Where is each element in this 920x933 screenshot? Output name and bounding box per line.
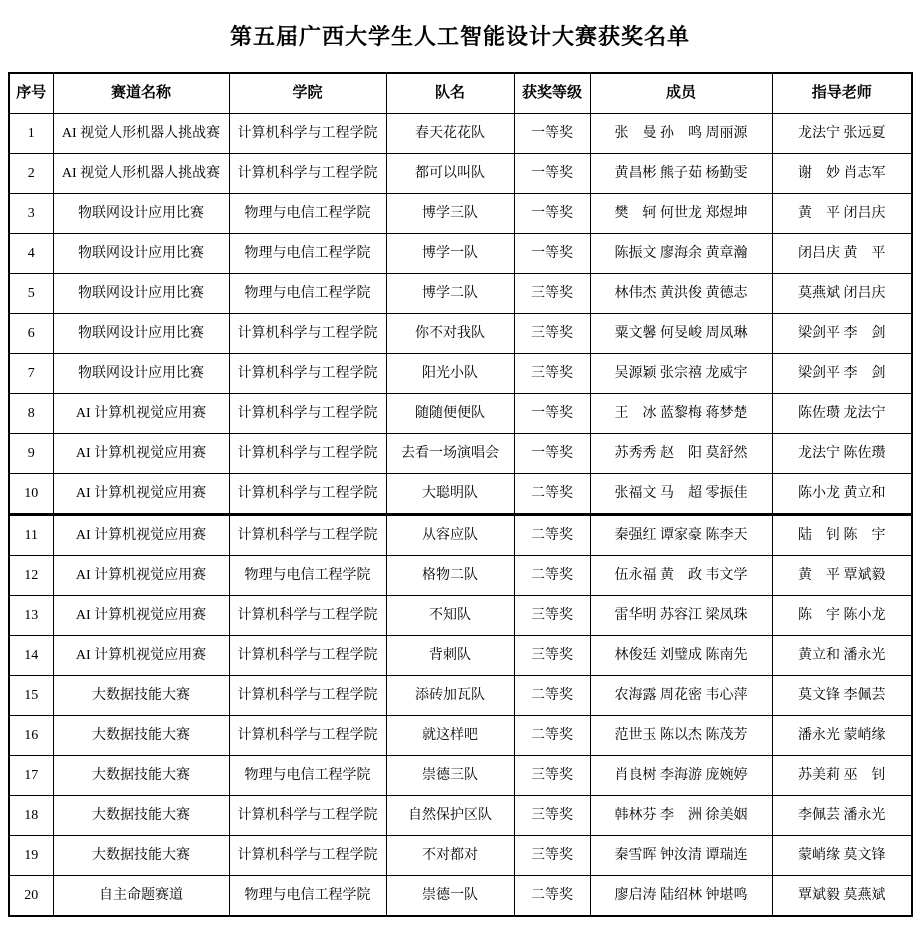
cell-advisors: 陈佐瓒 龙法宁 <box>772 394 912 434</box>
cell-advisors: 闭吕庆 黄 平 <box>772 234 912 274</box>
header-no: 序号 <box>9 73 53 114</box>
cell-advisors: 覃斌毅 莫燕斌 <box>772 876 912 917</box>
header-advisors: 指导老师 <box>772 73 912 114</box>
cell-advisors: 蒙峭缘 莫文锋 <box>772 836 912 876</box>
header-team: 队名 <box>386 73 514 114</box>
cell-award: 三等奖 <box>514 314 590 354</box>
table-row <box>9 596 912 636</box>
cell-members: 秦强红 谭家豪 陈李天 <box>590 515 772 556</box>
cell-advisors: 黄 平 覃斌毅 <box>772 556 912 596</box>
cell-members: 黄昌彬 熊子茹 杨勤雯 <box>590 154 772 194</box>
cell-award: 二等奖 <box>514 716 590 756</box>
table-row <box>9 876 912 917</box>
cell-members: 雷华明 苏容江 梁凤珠 <box>590 596 772 636</box>
cell-no: 4 <box>9 234 53 274</box>
cell-college: 计算机科学与工程学院 <box>229 676 386 716</box>
cell-track: AI 计算机视觉应用赛 <box>53 434 229 474</box>
cell-advisors: 莫燕斌 闭吕庆 <box>772 274 912 314</box>
cell-team: 博学二队 <box>386 274 514 314</box>
cell-award: 三等奖 <box>514 354 590 394</box>
cell-college: 计算机科学与工程学院 <box>229 796 386 836</box>
cell-no: 3 <box>9 194 53 234</box>
cell-track: AI 计算机视觉应用赛 <box>53 556 229 596</box>
cell-award: 二等奖 <box>514 474 590 515</box>
header-college: 学院 <box>229 73 386 114</box>
cell-track: AI 视觉人形机器人挑战赛 <box>53 114 229 154</box>
cell-advisors: 陆 钊 陈 宇 <box>772 515 912 556</box>
table-row <box>9 394 912 434</box>
cell-members: 林伟杰 黄洪俊 黄德志 <box>590 274 772 314</box>
table-row <box>9 194 912 234</box>
cell-team: 背刺队 <box>386 636 514 676</box>
table-row <box>9 114 912 154</box>
cell-advisors: 陈小龙 黄立和 <box>772 474 912 515</box>
cell-track: AI 计算机视觉应用赛 <box>53 474 229 515</box>
cell-track: 大数据技能大赛 <box>53 716 229 756</box>
cell-no: 10 <box>9 474 53 515</box>
cell-team: 春天花花队 <box>386 114 514 154</box>
cell-track: 物联网设计应用比赛 <box>53 234 229 274</box>
cell-team: 格物二队 <box>386 556 514 596</box>
cell-no: 11 <box>9 515 53 556</box>
cell-members: 王 冰 蓝黎梅 蒋梦楚 <box>590 394 772 434</box>
cell-no: 2 <box>9 154 53 194</box>
cell-no: 14 <box>9 636 53 676</box>
cell-advisors: 谢 妙 肖志军 <box>772 154 912 194</box>
cell-award: 二等奖 <box>514 876 590 917</box>
table-row <box>9 474 912 515</box>
table-row <box>9 796 912 836</box>
cell-team: 大聪明队 <box>386 474 514 515</box>
cell-college: 物理与电信工程学院 <box>229 274 386 314</box>
cell-advisors: 黄立和 潘永光 <box>772 636 912 676</box>
cell-college: 计算机科学与工程学院 <box>229 394 386 434</box>
cell-team: 崇德三队 <box>386 756 514 796</box>
header-award: 获奖等级 <box>514 73 590 114</box>
cell-no: 15 <box>9 676 53 716</box>
table-row <box>9 274 912 314</box>
cell-team: 你不对我队 <box>386 314 514 354</box>
cell-advisors: 黄 平 闭吕庆 <box>772 194 912 234</box>
cell-no: 1 <box>9 114 53 154</box>
page-title: 第五届广西大学生人工智能设计大赛获奖名单 <box>229 24 690 49</box>
cell-advisors: 龙法宁 张远夏 <box>772 114 912 154</box>
cell-no: 6 <box>9 314 53 354</box>
table-row <box>9 314 912 354</box>
cell-no: 17 <box>9 756 53 796</box>
cell-track: 大数据技能大赛 <box>53 836 229 876</box>
cell-award: 一等奖 <box>514 394 590 434</box>
cell-college: 计算机科学与工程学院 <box>229 434 386 474</box>
header-track: 赛道名称 <box>53 73 229 114</box>
cell-award: 三等奖 <box>514 596 590 636</box>
cell-no: 20 <box>9 876 53 917</box>
cell-team: 博学一队 <box>386 234 514 274</box>
cell-college: 物理与电信工程学院 <box>229 194 386 234</box>
cell-members: 秦雪晖 钟汝清 谭瑞连 <box>590 836 772 876</box>
cell-award: 三等奖 <box>514 796 590 836</box>
cell-members: 樊 轲 何世龙 郑煜坤 <box>590 194 772 234</box>
cell-no: 7 <box>9 354 53 394</box>
cell-award: 三等奖 <box>514 836 590 876</box>
cell-track: AI 视觉人形机器人挑战赛 <box>53 154 229 194</box>
cell-members: 肖良树 李海游 庞婉婷 <box>590 756 772 796</box>
cell-award: 二等奖 <box>514 515 590 556</box>
cell-track: 物联网设计应用比赛 <box>53 314 229 354</box>
cell-award: 三等奖 <box>514 274 590 314</box>
cell-college: 计算机科学与工程学院 <box>229 314 386 354</box>
cell-award: 二等奖 <box>514 556 590 596</box>
cell-team: 都可以叫队 <box>386 154 514 194</box>
table-row <box>9 234 912 274</box>
cell-members: 苏秀秀 赵 阳 莫舒然 <box>590 434 772 474</box>
cell-members: 农海露 周花密 韦心萍 <box>590 676 772 716</box>
cell-members: 范世玉 陈以杰 陈茂芳 <box>590 716 772 756</box>
cell-college: 计算机科学与工程学院 <box>229 114 386 154</box>
cell-team: 不对都对 <box>386 836 514 876</box>
cell-advisors: 莫文锋 李佩芸 <box>772 676 912 716</box>
cell-college: 计算机科学与工程学院 <box>229 354 386 394</box>
cell-award: 三等奖 <box>514 636 590 676</box>
table-header-row <box>9 73 912 114</box>
cell-members: 张 曼 孙 鸣 周丽源 <box>590 114 772 154</box>
cell-no: 8 <box>9 394 53 434</box>
table-row <box>9 556 912 596</box>
table-row <box>9 756 912 796</box>
cell-track: 大数据技能大赛 <box>53 756 229 796</box>
table-row <box>9 154 912 194</box>
cell-members: 韩林芬 李 洲 徐美姻 <box>590 796 772 836</box>
cell-advisors: 梁剑平 李 剑 <box>772 314 912 354</box>
cell-track: 大数据技能大赛 <box>53 676 229 716</box>
cell-no: 13 <box>9 596 53 636</box>
cell-award: 一等奖 <box>514 234 590 274</box>
cell-college: 计算机科学与工程学院 <box>229 474 386 515</box>
cell-college: 物理与电信工程学院 <box>229 756 386 796</box>
cell-advisors: 潘永光 蒙峭缘 <box>772 716 912 756</box>
cell-team: 自然保护区队 <box>386 796 514 836</box>
table-row <box>9 836 912 876</box>
cell-college: 物理与电信工程学院 <box>229 234 386 274</box>
table-row <box>9 716 912 756</box>
table-body <box>9 114 912 917</box>
cell-track: 大数据技能大赛 <box>53 796 229 836</box>
cell-track: AI 计算机视觉应用赛 <box>53 394 229 434</box>
cell-college: 计算机科学与工程学院 <box>229 154 386 194</box>
cell-no: 16 <box>9 716 53 756</box>
cell-college: 物理与电信工程学院 <box>229 556 386 596</box>
cell-college: 计算机科学与工程学院 <box>229 836 386 876</box>
table-row <box>9 636 912 676</box>
cell-advisors: 苏美莉 巫 钊 <box>772 756 912 796</box>
awards-table <box>8 72 913 917</box>
cell-team: 阳光小队 <box>386 354 514 394</box>
cell-advisors: 李佩芸 潘永光 <box>772 796 912 836</box>
cell-college: 计算机科学与工程学院 <box>229 596 386 636</box>
cell-team: 就这样吧 <box>386 716 514 756</box>
cell-track: AI 计算机视觉应用赛 <box>53 596 229 636</box>
cell-members: 廖启涛 陆绍林 钟堪鸣 <box>590 876 772 917</box>
cell-college: 计算机科学与工程学院 <box>229 636 386 676</box>
cell-track: 自主命题赛道 <box>53 876 229 917</box>
cell-team: 博学三队 <box>386 194 514 234</box>
cell-members: 吴源颖 张宗禧 龙威宇 <box>590 354 772 394</box>
cell-track: 物联网设计应用比赛 <box>53 274 229 314</box>
cell-track: 物联网设计应用比赛 <box>53 354 229 394</box>
cell-advisors: 龙法宁 陈佐瓒 <box>772 434 912 474</box>
cell-team: 不知队 <box>386 596 514 636</box>
cell-team: 去看一场演唱会 <box>386 434 514 474</box>
cell-members: 张福文 马 超 零振佳 <box>590 474 772 515</box>
cell-no: 9 <box>9 434 53 474</box>
table-row <box>9 676 912 716</box>
cell-members: 陈振文 廖海余 黄章瀚 <box>590 234 772 274</box>
cell-no: 5 <box>9 274 53 314</box>
cell-award: 一等奖 <box>514 154 590 194</box>
cell-college: 计算机科学与工程学院 <box>229 515 386 556</box>
cell-award: 二等奖 <box>514 676 590 716</box>
table-row <box>9 515 912 556</box>
table-row <box>9 354 912 394</box>
cell-team: 崇德一队 <box>386 876 514 917</box>
cell-track: AI 计算机视觉应用赛 <box>53 636 229 676</box>
cell-advisors: 梁剑平 李 剑 <box>772 354 912 394</box>
cell-members: 粟文馨 何旻峻 周凤琳 <box>590 314 772 354</box>
cell-college: 计算机科学与工程学院 <box>229 716 386 756</box>
cell-team: 从容应队 <box>386 515 514 556</box>
cell-advisors: 陈 宇 陈小龙 <box>772 596 912 636</box>
cell-award: 三等奖 <box>514 756 590 796</box>
cell-award: 一等奖 <box>514 114 590 154</box>
cell-members: 林俊廷 刘璧成 陈南先 <box>590 636 772 676</box>
cell-college: 物理与电信工程学院 <box>229 876 386 917</box>
cell-award: 一等奖 <box>514 194 590 234</box>
cell-team: 随随便便队 <box>386 394 514 434</box>
cell-no: 19 <box>9 836 53 876</box>
cell-members: 伍永福 黄 政 韦文学 <box>590 556 772 596</box>
header-members: 成员 <box>590 73 772 114</box>
cell-team: 添砖加瓦队 <box>386 676 514 716</box>
cell-award: 一等奖 <box>514 434 590 474</box>
cell-no: 12 <box>9 556 53 596</box>
table-row <box>9 434 912 474</box>
cell-no: 18 <box>9 796 53 836</box>
cell-track: 物联网设计应用比赛 <box>53 194 229 234</box>
cell-track: AI 计算机视觉应用赛 <box>53 515 229 556</box>
